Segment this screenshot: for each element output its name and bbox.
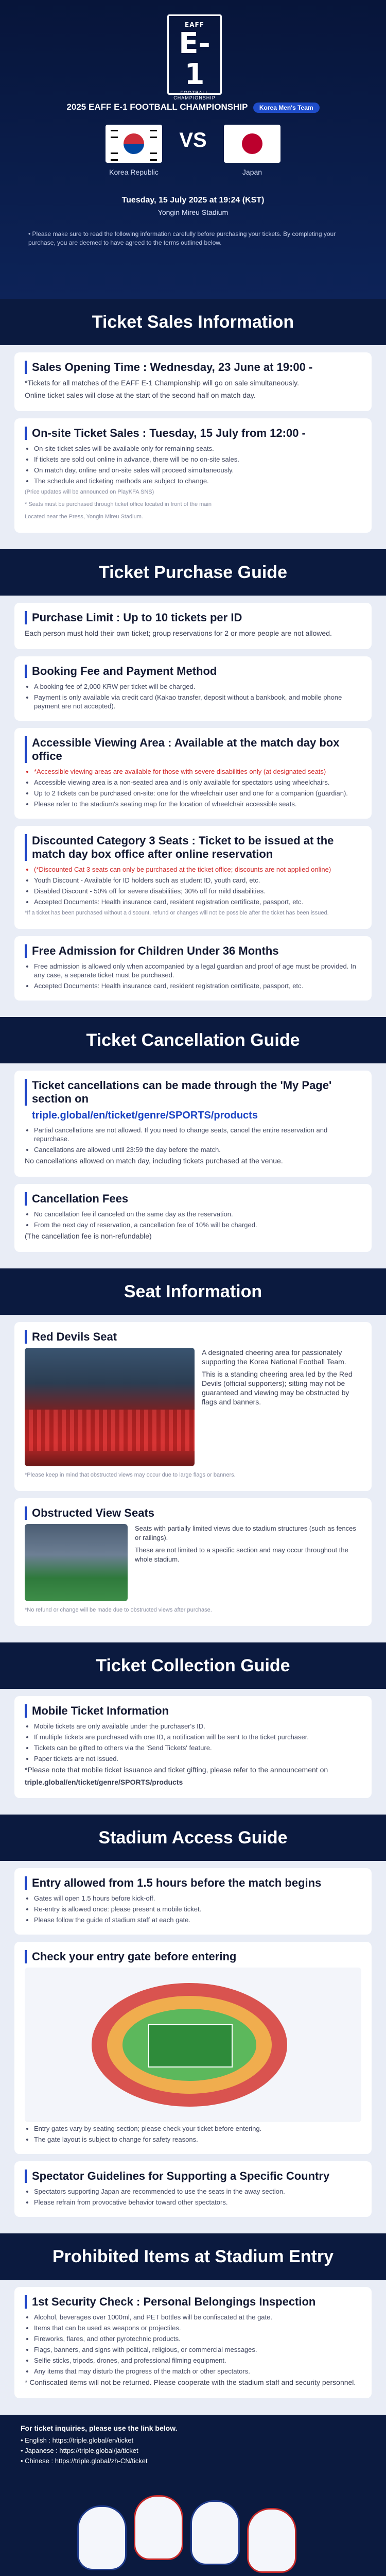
sales-opening-title: Sales Opening Time : Wednesday, 23 June at 19:00 -	[25, 361, 361, 374]
list-item: • Please refer to the stadium's seating map for the location of wheelchair accessible seats.	[34, 800, 361, 808]
red-devils-title: Red Devils Seat	[25, 1330, 361, 1344]
discount-list	[25, 865, 361, 906]
list-item: • Accessible viewing area is a non-seated area and is only available for spectators using wheelchairs.	[34, 778, 361, 787]
match-date: Tuesday, 15 July 2025 at 19:24 (KST)	[121, 196, 265, 205]
discount-title: Discounted Category 3 Seats : Ticket to be issued at the match day box office after online reservation	[25, 834, 361, 861]
onsite-red-note-3: Located near the Press, Yongin Mireu Stadium.	[25, 514, 143, 520]
purchase-limit-title: Purchase Limit : Up to 10 tickets per ID	[25, 611, 361, 624]
list-item: • (*Discounted Cat 3 seats can only be purchased at the ticket office; discounts are not applied online)	[34, 865, 361, 874]
mobile-ticket-title: Mobile Ticket Information	[25, 1704, 361, 1718]
cancel-list	[25, 1126, 361, 1154]
list-item: • Please refrain from provocative behavior toward other spectators.	[34, 2198, 361, 2207]
booking-fee-card	[14, 656, 372, 721]
vs-label: VS	[179, 129, 207, 151]
entry-gate-card	[14, 1942, 372, 2154]
list-item: • On match day, online and on-site sales will proceed simultaneously.	[34, 466, 361, 474]
ticket-inquiry-links	[0, 2415, 386, 2475]
list-item: • Mobile tickets are only available under the purchaser's ID.	[34, 1722, 361, 1731]
accessible-list	[25, 767, 361, 808]
obstructed-title: Obstructed View Seats	[25, 1506, 361, 1520]
onsite-sales-card	[14, 418, 372, 533]
cancel-red-note: No cancellations allowed on match day, including tickets purchased at the venue.	[25, 1157, 283, 1165]
mobile-ticket-red-note: *Please note that mobile ticket issuance and ticket gifting, please refer to the announcement on	[25, 1766, 328, 1774]
prohibited-panel	[0, 2280, 386, 2415]
match-teams	[0, 120, 386, 197]
away-team-name: Japan	[242, 168, 262, 176]
list-item: • Payment is only available via credit card (Kakao transfer, deposit without a bankbook, and mobile phone payment are not accepted).	[34, 693, 361, 710]
list-item: • On-site ticket sales will be available only for remaining seats.	[34, 444, 361, 453]
cancel-panel	[0, 1063, 386, 1268]
section-title-seat: Seat Information	[0, 1268, 386, 1315]
security-check-card	[14, 2287, 372, 2398]
obstructed-view-photo	[25, 1524, 128, 1601]
list-item: • No cancellation fee if canceled on the same day as the reservation.	[34, 1210, 361, 1218]
list-item: • Items that can be used as weapons or projectiles.	[34, 2324, 361, 2332]
list-item: • Disabled Discount - 50% off for severe disabilities; 30% off for mild disabilities.	[34, 887, 361, 895]
discount-card	[14, 826, 372, 929]
entry-time-card	[14, 1868, 372, 1935]
japan-flag-icon	[224, 125, 280, 163]
security-check-title: 1st Security Check : Personal Belongings Inspection	[25, 2295, 361, 2309]
cancel-fee-list	[25, 1210, 361, 1229]
list-item: • Selfie sticks, tripods, drones, and professional filming equipment.	[34, 2356, 361, 2365]
red-devils-card	[14, 1322, 372, 1491]
obstructed-card	[14, 1498, 372, 1626]
list-item: • Please follow the guide of stadium staff at each gate.	[34, 1916, 361, 1924]
mobile-ticket-link[interactable]: triple.global/en/ticket/genre/SPORTS/products	[25, 1778, 183, 1786]
match-venue: Yongin Mireu Stadium	[157, 208, 229, 216]
list-item: • The gate layout is subject to change for safety reasons.	[34, 2135, 361, 2144]
onsite-sales-title: On-site Ticket Sales : Tuesday, 15 July from 12:00 -	[25, 427, 361, 440]
mascot-icon	[190, 2500, 240, 2565]
obstructed-text-1: Seats with partially limited views due to stadium structures (such as fences or railings).	[135, 1524, 356, 1541]
spectator-title: Spectator Guidelines for Supporting a Specific Country	[25, 2170, 361, 2183]
obstructed-note: *No refund or change will be made due to obstructed views after purchase.	[25, 1607, 212, 1613]
english-link[interactable]: • English : https://triple.global/en/ticket	[21, 2436, 134, 2444]
mobile-ticket-card	[14, 1696, 372, 1798]
team-tag: Korea Men's Team	[253, 103, 320, 113]
red-devils-text-2: This is a standing cheering area led by the Red Devils (official supporters); sitting may not be guaranteed and viewing may be obstructed by flags and banners.	[202, 1370, 353, 1406]
mascot-icon	[134, 2495, 183, 2560]
mascot-icon	[247, 2508, 296, 2573]
spectator-card	[14, 2161, 372, 2217]
list-item: • Partial cancellations are not allowed. If you need to change seats, cancel the entire reservation and repurchase.	[34, 1126, 361, 1143]
e1-logo	[167, 14, 222, 100]
onsite-sales-list	[25, 444, 361, 485]
list-item: • Spectators supporting Japan are recommended to use the seats in the away section.	[34, 2187, 361, 2196]
list-item: • Up to 2 tickets can be purchased on-site: one for the wheelchair user and one for a companion (guardian).	[34, 789, 361, 798]
entry-time-title: Entry allowed from 1.5 hours before the match begins	[25, 1876, 361, 1890]
list-item: • Free admission is allowed only when accompanied by a legal guardian and proof of age must be provided. In any case, a separate ticket must be purchased.	[34, 962, 361, 979]
mobile-ticket-list	[25, 1722, 361, 1763]
japanese-link[interactable]: • Japanese : https://triple.global/ja/ticket	[21, 2447, 138, 2454]
logo-top-text: EAFF	[185, 21, 204, 28]
purchase-limit-card	[14, 603, 372, 649]
purchase-notice: • Please make sure to read the following information carefully before purchasing your tickets. By completing your purchase, you are deemed to have agreed to the terms outlined below.	[28, 230, 336, 246]
list-item: • Re-entry is allowed once: please present a mobile ticket.	[34, 1905, 361, 1913]
section-title-sales: Ticket Sales Information	[0, 299, 386, 345]
seat-panel	[0, 1315, 386, 1642]
onsite-red-note-2: * Seats must be purchased through ticket office located in front of the main	[25, 501, 212, 507]
list-item: • The schedule and ticketing methods are subject to change.	[34, 477, 361, 485]
list-item: • Fireworks, flares, and other pyrotechnic products.	[34, 2334, 361, 2343]
purchase-limit-text: Each person must hold their own ticket; group reservations for 2 or more people are not allowed.	[25, 629, 332, 637]
list-item: • Flags, banners, and signs with political, religious, or commercial messages.	[34, 2345, 361, 2354]
inquiry-head: For ticket inquiries, please use the link below.	[21, 2424, 178, 2432]
list-item: • Gates will open 1.5 hours before kick-off.	[34, 1894, 361, 1903]
sales-opening-card	[14, 352, 372, 411]
collection-panel	[0, 1689, 386, 1815]
list-item: • Paper tickets are not issued.	[34, 1754, 361, 1763]
cancel-fee-card	[14, 1184, 372, 1252]
entry-time-list	[25, 1894, 361, 1924]
list-item: • Cancellations are allowed until 23:59 the day before the match.	[34, 1145, 361, 1154]
list-item: • Alcohol, beverages over 1000ml, and PET bottles will be confiscated at the gate.	[34, 2313, 361, 2321]
entry-gate-list	[25, 2124, 361, 2144]
mascot-icon	[77, 2505, 127, 2570]
cancel-fee-title: Cancellation Fees	[25, 1192, 361, 1206]
booking-fee-list	[25, 682, 361, 710]
list-item: • If multiple tickets are purchased with one ID, a notification will be sent to the ticket purchaser.	[34, 1733, 361, 1741]
onsite-red-note-1: (Price updates will be announced on PlayKFA SNS)	[25, 489, 154, 495]
section-title-cancel: Ticket Cancellation Guide	[0, 1017, 386, 1063]
red-devils-text-1: A designated cheering area for passionately supporting the Korea National Football Team.	[202, 1348, 346, 1366]
entry-gate-title: Check your entry gate before entering	[25, 1950, 361, 1963]
list-item: • Any items that may disturb the progress of the match or other spectators.	[34, 2367, 361, 2376]
purchase-panel	[0, 596, 386, 1017]
cancel-link[interactable]: triple.global/en/ticket/genre/SPORTS/products	[32, 1110, 258, 1121]
championship-title	[0, 102, 386, 113]
cancel-fee-red-note: (The cancellation fee is non-refundable)	[25, 1232, 152, 1240]
accessible-title: Accessible Viewing Area : Available at the match day box office	[25, 736, 361, 763]
logo-sub-text: FOOTBALL CHAMPIONSHIP	[173, 90, 216, 100]
section-title-collection: Ticket Collection Guide	[0, 1642, 386, 1689]
list-item: • *Accessible viewing areas are available for those with severe disabilities only (at designated seats)	[34, 767, 361, 776]
discount-note: *If a ticket has been purchased without a discount, refund or changes will not be possible after the ticket has been issued.	[25, 910, 329, 916]
free-admission-title: Free Admission for Children Under 36 Months	[25, 944, 361, 958]
accessible-card	[14, 728, 372, 819]
security-check-list	[25, 2313, 361, 2376]
spectator-list	[25, 2187, 361, 2207]
list-item: • Entry gates vary by seating section; please check your ticket before entering.	[34, 2124, 361, 2133]
home-team-name: Korea Republic	[109, 168, 159, 176]
red-devils-photo	[25, 1348, 195, 1466]
championship-name: 2025 EAFF E-1 FOOTBALL CHAMPIONSHIP	[66, 102, 248, 112]
section-title-prohibited: Prohibited Items at Stadium Entry	[0, 2233, 386, 2280]
obstructed-text-2: These are not limited to a specific section and may occur throughout the whole stadium.	[135, 1546, 348, 1563]
list-item: • Tickets can be gifted to others via the 'Send Tickets' feature.	[34, 1743, 361, 1752]
section-title-access: Stadium Access Guide	[0, 1815, 386, 1861]
hero-banner	[0, 0, 386, 299]
list-item: • Accepted Documents: Health insurance card, resident registration certificate, passport, etc.	[34, 897, 361, 906]
security-red-note: * Confiscated items will not be returned. Please cooperate with the stadium staff and security personnel.	[25, 2378, 356, 2386]
list-item: • If tickets are sold out online in advance, there will be no on-site sales.	[34, 455, 361, 464]
list-item: • A booking fee of 2,000 KRW per ticket will be charged.	[34, 682, 361, 691]
sales-opening-note-2: Online ticket sales will close at the start of the second half on match day.	[25, 391, 256, 399]
free-admission-list	[25, 962, 361, 990]
sales-panel	[0, 345, 386, 549]
stadium-gate-map	[25, 1968, 361, 2122]
red-devils-note: *Please keep in mind that obstructed views may occur due to large flags or banners.	[25, 1472, 236, 1478]
list-item: • Accepted Documents: Health insurance card, resident registration certificate, passport, etc.	[34, 981, 361, 990]
list-item: • Youth Discount - Available for ID holders such as student ID, youth card, etc.	[34, 876, 361, 885]
sales-opening-note-1: *Tickets for all matches of the EAFF E-1 Championship will go on sale simultaneously.	[25, 379, 300, 387]
section-title-purchase: Ticket Purchase Guide	[0, 549, 386, 596]
cancel-card	[14, 1071, 372, 1177]
list-item: • From the next day of reservation, a cancellation fee of 10% will be charged.	[34, 1221, 361, 1229]
chinese-link[interactable]: • Chinese : https://triple.global/zh-CN/ticket	[21, 2457, 148, 2465]
mascot-illustration	[0, 2475, 386, 2576]
logo-main-text: E-1	[179, 27, 210, 91]
booking-fee-title: Booking Fee and Payment Method	[25, 665, 361, 678]
free-admission-card	[14, 936, 372, 1001]
cancel-title: Ticket cancellations can be made through the 'My Page' section on	[25, 1079, 361, 1106]
access-panel	[0, 1861, 386, 2233]
korea-flag-icon	[106, 125, 162, 163]
